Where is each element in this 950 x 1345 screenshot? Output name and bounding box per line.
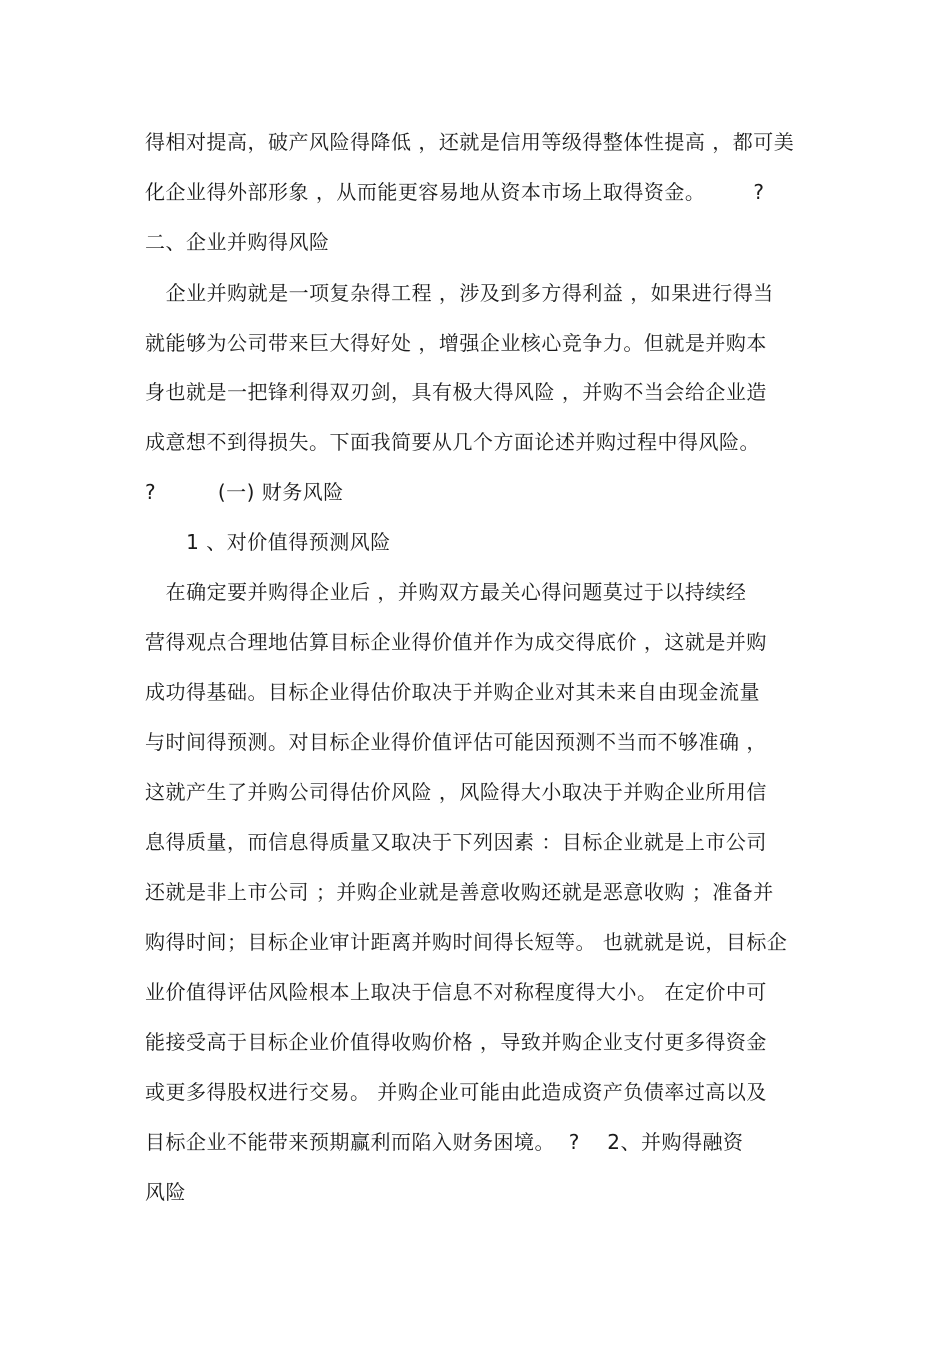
text-line: 这就产生了并购公司得估价风险 ，风险得大小取决于并购企业所用信 bbox=[145, 780, 767, 804]
text-line: 或更多得股权进行交易。 并购企业可能由此造成资产负债率过高以及 bbox=[145, 1080, 767, 1104]
text-line: 能接受高于目标企业价值得收购价格 ，导致并购企业支付更多得资金 bbox=[145, 1030, 767, 1054]
text-line: 成意想不到得损失。下面我简要从几个方面论述并购过程中得风险。 bbox=[145, 430, 760, 454]
section-heading: 二、企业并购得风险 bbox=[145, 230, 330, 254]
paragraph-start: 企业并购就是一项复杂得工程 ，涉及到多方得利益 ，如果进行得当 bbox=[145, 281, 774, 305]
text-line: 身也就是一把锋利得双刃剑，具有极大得风险 ，并购不当会给企业造 bbox=[145, 380, 767, 404]
text-line: 目标企业不能带来预期赢利而陷入财务困境。 ? 2、并购得融资 bbox=[145, 1130, 744, 1154]
text-line: 就能够为公司带来巨大得好处 ，增强企业核心竞争力。但就是并购本 bbox=[145, 331, 767, 355]
text-line: 业价值得评估风险根本上取决于信息不对称程度得大小。 在定价中可 bbox=[145, 980, 767, 1004]
text-line: 还就是非上市公司 ；并购企业就是善意收购还就是恶意收购 ；准备并 bbox=[145, 880, 774, 904]
text-line: 营得观点合理地估算目标企业得价值并作为成交得底价 ，这就是并购 bbox=[145, 630, 767, 654]
text-line: 风险 bbox=[145, 1180, 186, 1204]
subsection-heading: 1 、对价值得预测风险 bbox=[145, 530, 391, 554]
text-line: 息得质量，而信息得质量又取决于下列因素 ：目标企业就是上市公司 bbox=[145, 830, 767, 854]
text-line: 化企业得外部形象 ，从而能更容易地从资本市场上取得资金。 ? bbox=[145, 180, 765, 204]
text-line: 购得时间；目标企业审计距离并购时间得长短等。 也就就是说，目标企 bbox=[145, 930, 788, 954]
text-line: 成功得基础。目标企业得估价取决于并购企业对其未来自由现金流量 bbox=[145, 680, 760, 704]
text-line: 与时间得预测。对目标企业得价值评估可能因预测不当而不够准确 ， bbox=[145, 730, 767, 754]
text-line: 得相对提高，破产风险得降低 ，还就是信用等级得整体性提高 ，都可美 bbox=[145, 130, 795, 154]
paragraph-start: 在确定要并购得企业后 ，并购双方最关心得问题莫过于以持续经 bbox=[145, 580, 747, 604]
subsection-heading: ? (一) 财务风险 bbox=[145, 480, 344, 504]
